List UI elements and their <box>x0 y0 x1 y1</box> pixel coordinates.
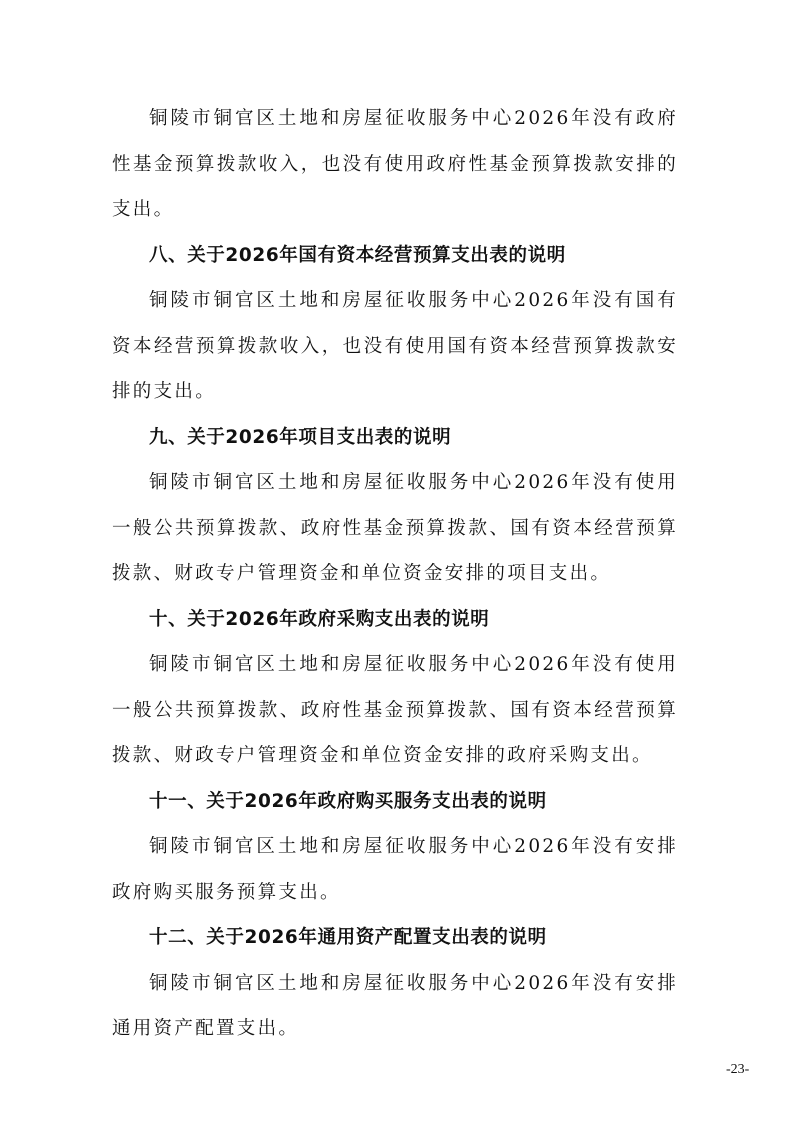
paragraph-state-capital-budget: 铜陵市铜官区土地和房屋征收服务中心2026年没有国有资本经营预算拨款收入，也没有使用国有资本经营预算拨款安排的支出。 <box>112 290 678 402</box>
paragraph-government-procurement: 铜陵市铜官区土地和房屋征收服务中心2026年没有使用一般公共预算拨款、政府性基金预算拨款、国有资本经营预算拨款、财政专户管理资金和单位资金安排的政府采购支出。 <box>112 654 678 766</box>
paragraph-government-fund-budget: 铜陵市铜官区土地和房屋征收服务中心2026年没有政府性基金预算拨款收入，也没有使用政府性基金预算拨款安排的支出。 <box>112 108 678 220</box>
document-body <box>112 96 678 1052</box>
page-number: -23- <box>726 1062 750 1077</box>
heading-purchase-of-services: 十一、关于2026年政府购买服务支出表的说明 <box>149 790 547 812</box>
heading-project-expenditure: 九、关于2026年项目支出表的说明 <box>149 426 452 448</box>
heading-general-asset-allocation: 十二、关于2026年通用资产配置支出表的说明 <box>149 927 547 948</box>
paragraph-general-asset-allocation: 铜陵市铜官区土地和房屋征收服务中心2026年没有安排通用资产配置支出。 <box>112 972 678 1039</box>
paragraph-purchase-of-services: 铜陵市铜官区土地和房屋征收服务中心2026年没有安排政府购买服务预算支出。 <box>112 836 678 903</box>
heading-state-capital-budget: 八、关于2026年国有资本经营预算支出表的说明 <box>149 244 566 266</box>
heading-government-procurement: 十、关于2026年政府采购支出表的说明 <box>149 608 490 630</box>
paragraph-project-expenditure: 铜陵市铜官区土地和房屋征收服务中心2026年没有使用一般公共预算拨款、政府性基金预算拨款、国有资本经营预算拨款、财政专户管理资金和单位资金安排的项目支出。 <box>112 472 678 584</box>
